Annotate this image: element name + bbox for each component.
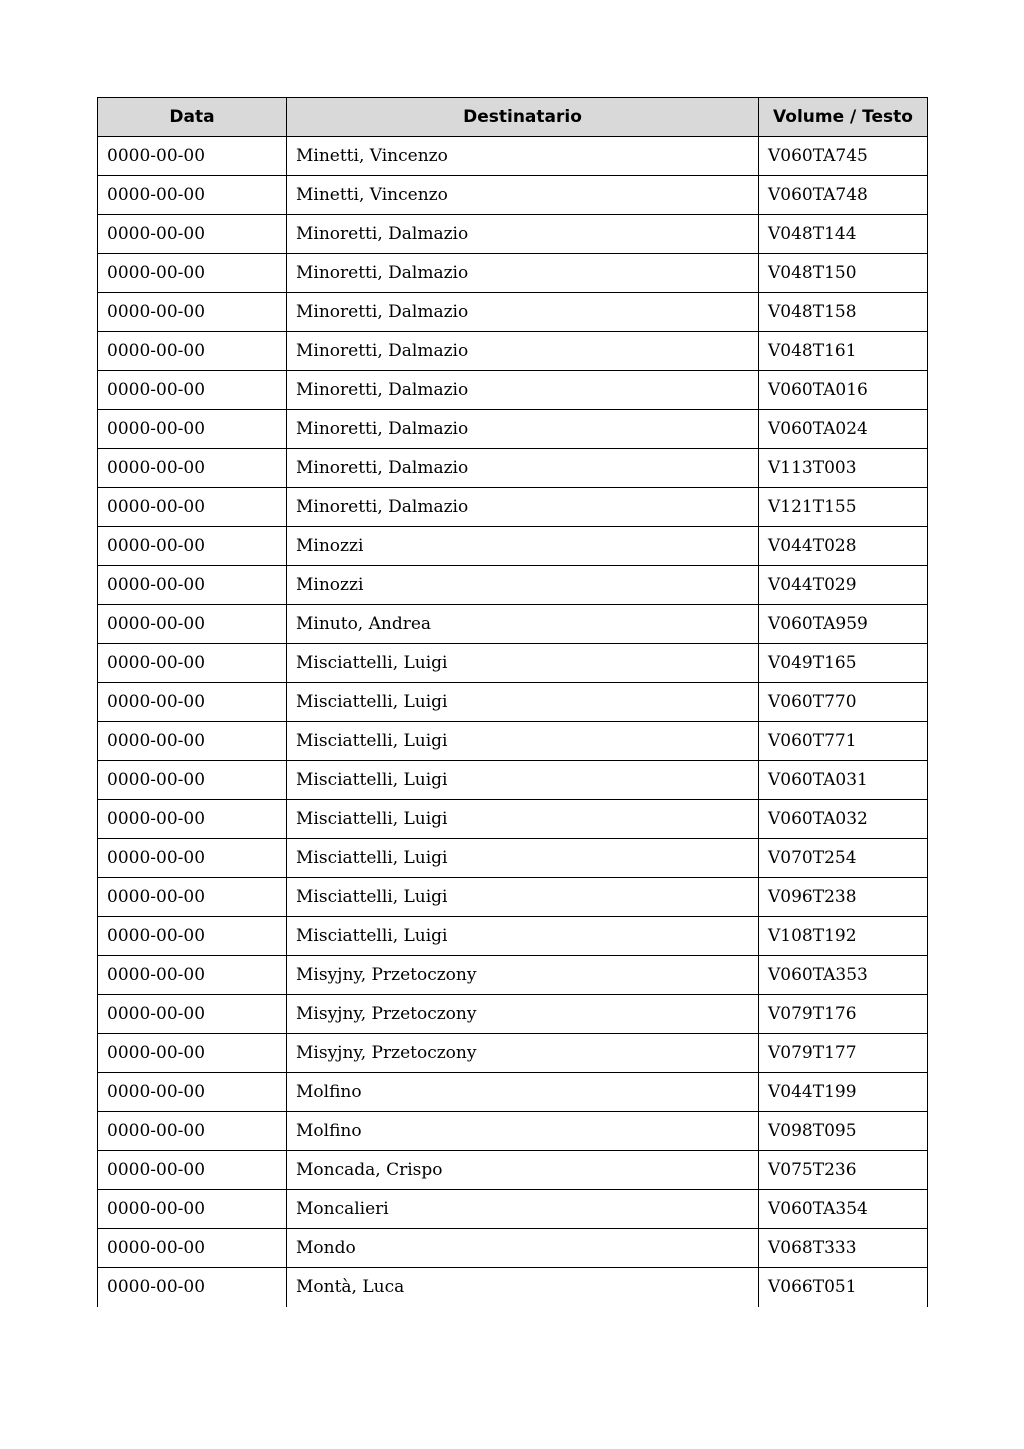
- cell-volume: V060TA032: [759, 800, 928, 839]
- table-row: [98, 683, 928, 722]
- cell-date: 0000-00-00: [98, 800, 287, 839]
- cell-date: 0000-00-00: [98, 137, 287, 176]
- cell-recipient: Misyjny, Przetoczony: [287, 1034, 759, 1073]
- cell-recipient: Minuto, Andrea: [287, 605, 759, 644]
- cell-recipient: Minoretti, Dalmazio: [287, 293, 759, 332]
- table-row: [98, 644, 928, 683]
- cell-recipient: Moncalieri: [287, 1190, 759, 1229]
- cell-recipient: Misyjny, Przetoczony: [287, 995, 759, 1034]
- cell-date: 0000-00-00: [98, 1034, 287, 1073]
- cell-recipient: Minoretti, Dalmazio: [287, 488, 759, 527]
- cell-recipient: Minozzi: [287, 527, 759, 566]
- table-header-row: [98, 98, 928, 137]
- cell-date: 0000-00-00: [98, 1151, 287, 1190]
- cell-volume: V079T176: [759, 995, 928, 1034]
- cell-date: 0000-00-00: [98, 1229, 287, 1268]
- cell-volume: V060T770: [759, 683, 928, 722]
- cell-volume: V060TA353: [759, 956, 928, 995]
- cell-date: 0000-00-00: [98, 254, 287, 293]
- cell-recipient: Minozzi: [287, 566, 759, 605]
- table-row: [98, 293, 928, 332]
- cell-date: 0000-00-00: [98, 917, 287, 956]
- table-row: [98, 878, 928, 917]
- cell-recipient: Molfino: [287, 1073, 759, 1112]
- cell-recipient: Misciattelli, Luigi: [287, 644, 759, 683]
- cell-date: 0000-00-00: [98, 761, 287, 800]
- cell-date: 0000-00-00: [98, 449, 287, 488]
- table-row: [98, 371, 928, 410]
- cell-volume: V098T095: [759, 1112, 928, 1151]
- table-row: [98, 488, 928, 527]
- cell-date: 0000-00-00: [98, 371, 287, 410]
- table-row: [98, 1229, 928, 1268]
- cell-recipient: Minoretti, Dalmazio: [287, 371, 759, 410]
- cell-date: 0000-00-00: [98, 1073, 287, 1112]
- table-row: [98, 410, 928, 449]
- table-row: [98, 176, 928, 215]
- cell-recipient: Misciattelli, Luigi: [287, 878, 759, 917]
- cell-date: 0000-00-00: [98, 839, 287, 878]
- table-row: [98, 566, 928, 605]
- cell-volume: V060TA959: [759, 605, 928, 644]
- cell-volume: V060TA016: [759, 371, 928, 410]
- cell-recipient: Montà, Luca: [287, 1268, 759, 1307]
- cell-date: 0000-00-00: [98, 683, 287, 722]
- table-row: [98, 1073, 928, 1112]
- cell-recipient: Misciattelli, Luigi: [287, 800, 759, 839]
- cell-volume: V113T003: [759, 449, 928, 488]
- table-row: [98, 527, 928, 566]
- table-row: [98, 722, 928, 761]
- cell-volume: V075T236: [759, 1151, 928, 1190]
- table-row: [98, 1034, 928, 1073]
- cell-date: 0000-00-00: [98, 995, 287, 1034]
- table-row: [98, 839, 928, 878]
- cell-recipient: Misciattelli, Luigi: [287, 917, 759, 956]
- cell-volume: V060TA748: [759, 176, 928, 215]
- table-row: [98, 137, 928, 176]
- cell-recipient: Misciattelli, Luigi: [287, 839, 759, 878]
- cell-volume: V048T150: [759, 254, 928, 293]
- table-row: [98, 995, 928, 1034]
- table-row: [98, 800, 928, 839]
- cell-recipient: Minoretti, Dalmazio: [287, 449, 759, 488]
- table-row: [98, 1268, 928, 1307]
- cell-recipient: Misciattelli, Luigi: [287, 683, 759, 722]
- cell-recipient: Mondo: [287, 1229, 759, 1268]
- cell-recipient: Misciattelli, Luigi: [287, 761, 759, 800]
- cell-volume: V096T238: [759, 878, 928, 917]
- cell-recipient: Minetti, Vincenzo: [287, 137, 759, 176]
- cell-volume: V068T333: [759, 1229, 928, 1268]
- cell-recipient: Moncada, Crispo: [287, 1151, 759, 1190]
- cell-volume: V044T029: [759, 566, 928, 605]
- header-volume: Volume / Testo: [759, 98, 928, 137]
- cell-date: 0000-00-00: [98, 1190, 287, 1229]
- cell-volume: V048T161: [759, 332, 928, 371]
- table-row: [98, 254, 928, 293]
- table-row: [98, 1190, 928, 1229]
- cell-volume: V044T028: [759, 527, 928, 566]
- header-recipient: Destinatario: [287, 98, 759, 137]
- cell-recipient: Minoretti, Dalmazio: [287, 254, 759, 293]
- table-row: [98, 449, 928, 488]
- cell-recipient: Minoretti, Dalmazio: [287, 215, 759, 254]
- cell-date: 0000-00-00: [98, 878, 287, 917]
- table-row: [98, 1151, 928, 1190]
- cell-volume: V079T177: [759, 1034, 928, 1073]
- cell-volume: V060TA031: [759, 761, 928, 800]
- document-page: [97, 97, 927, 1307]
- table-row: [98, 605, 928, 644]
- cell-volume: V108T192: [759, 917, 928, 956]
- cell-date: 0000-00-00: [98, 644, 287, 683]
- cell-date: 0000-00-00: [98, 527, 287, 566]
- table-row: [98, 917, 928, 956]
- table-row: [98, 956, 928, 995]
- cell-date: 0000-00-00: [98, 332, 287, 371]
- cell-volume: V060TA354: [759, 1190, 928, 1229]
- header-date: Data: [98, 98, 287, 137]
- cell-volume: V060TA024: [759, 410, 928, 449]
- cell-date: 0000-00-00: [98, 410, 287, 449]
- table-row: [98, 761, 928, 800]
- table-row: [98, 215, 928, 254]
- table-body: [98, 137, 928, 1307]
- cell-recipient: Molfino: [287, 1112, 759, 1151]
- cell-volume: V049T165: [759, 644, 928, 683]
- cell-date: 0000-00-00: [98, 215, 287, 254]
- cell-date: 0000-00-00: [98, 1268, 287, 1307]
- cell-volume: V070T254: [759, 839, 928, 878]
- cell-recipient: Minetti, Vincenzo: [287, 176, 759, 215]
- cell-recipient: Misyjny, Przetoczony: [287, 956, 759, 995]
- cell-volume: V060TA745: [759, 137, 928, 176]
- cell-volume: V048T144: [759, 215, 928, 254]
- table-row: [98, 1112, 928, 1151]
- cell-date: 0000-00-00: [98, 176, 287, 215]
- cell-recipient: Minoretti, Dalmazio: [287, 410, 759, 449]
- table-row: [98, 332, 928, 371]
- cell-date: 0000-00-00: [98, 1112, 287, 1151]
- cell-volume: V048T158: [759, 293, 928, 332]
- cell-date: 0000-00-00: [98, 956, 287, 995]
- cell-date: 0000-00-00: [98, 722, 287, 761]
- cell-volume: V044T199: [759, 1073, 928, 1112]
- letters-table: [97, 97, 928, 1307]
- cell-volume: V121T155: [759, 488, 928, 527]
- cell-volume: V066T051: [759, 1268, 928, 1307]
- cell-date: 0000-00-00: [98, 488, 287, 527]
- cell-volume: V060T771: [759, 722, 928, 761]
- cell-date: 0000-00-00: [98, 605, 287, 644]
- cell-recipient: Misciattelli, Luigi: [287, 722, 759, 761]
- cell-date: 0000-00-00: [98, 293, 287, 332]
- cell-date: 0000-00-00: [98, 566, 287, 605]
- cell-recipient: Minoretti, Dalmazio: [287, 332, 759, 371]
